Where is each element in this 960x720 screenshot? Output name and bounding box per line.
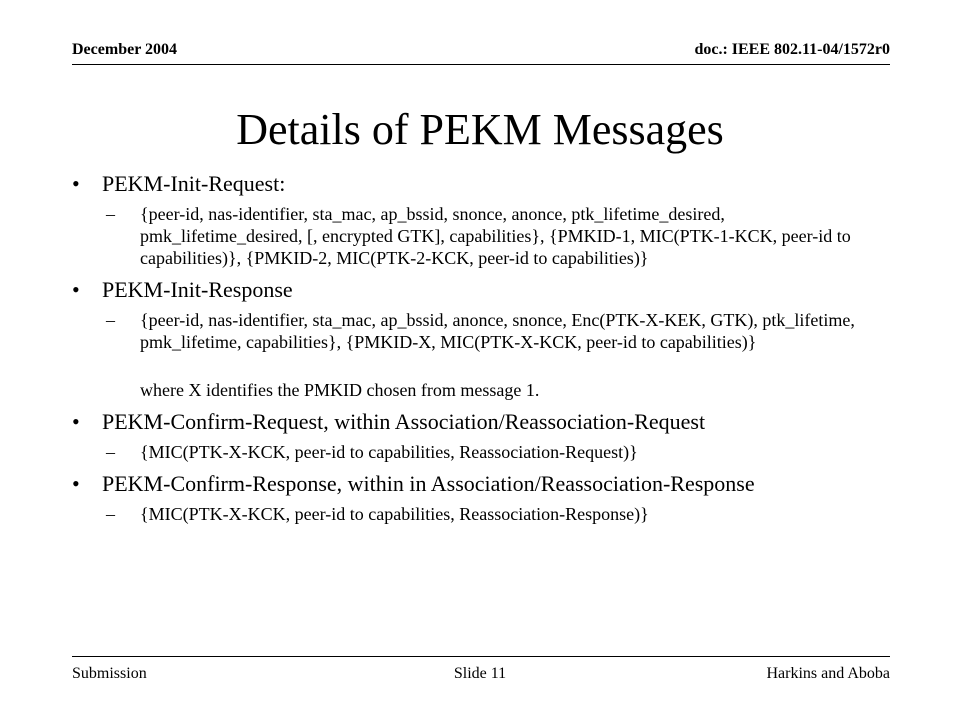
sub-bullet-confirm-request bbox=[72, 441, 890, 463]
bullet-confirm-request bbox=[72, 410, 890, 434]
bullet-text: PEKM-Confirm-Request, within Association/Reassociation-Request bbox=[102, 409, 706, 434]
sub-bullet-init-response bbox=[72, 309, 890, 353]
sub-bullet-init-request bbox=[72, 203, 890, 269]
sub-bullet-confirm-response bbox=[72, 503, 890, 525]
sub-bullet-text: {peer-id, nas-identifier, sta_mac, ap_bssid, snonce, anonce, ptk_lifetime_desired, pmk_lifetime_desired, [, encrypted GTK], capabilities}, {PMKID-1, MIC(PTK-1-KCK, peer-id to capabilities)}, {PMKID-2, MIC(PTK-2-KCK, peer-id to capabilities)} bbox=[140, 204, 851, 268]
sub-bullet-text: {peer-id, nas-identifier, sta_mac, ap_bssid, anonce, snonce, Enc(PTK-X-KEK, GTK), ptk_lifetime, pmk_lifetime, capabilities}, {PMKID-X, MIC(PTK-X-KCK, peer-id to capabilities)} bbox=[140, 310, 855, 352]
dash-marker: – bbox=[106, 204, 115, 224]
pmkid-note: where X identifies the PMKID chosen from message 1. bbox=[140, 380, 540, 400]
header-divider bbox=[72, 64, 890, 65]
header-doc-id: doc.: IEEE 802.11-04/1572r0 bbox=[694, 41, 890, 58]
sub-bullet-text: {MIC(PTK-X-KCK, peer-id to capabilities, Reassociation-Request)} bbox=[140, 442, 638, 462]
dash-marker: – bbox=[106, 504, 115, 524]
bullet-text: PEKM-Init-Response bbox=[102, 277, 293, 302]
bullet-init-request bbox=[72, 172, 890, 196]
footer-submission: Submission bbox=[72, 665, 147, 682]
dash-marker: – bbox=[106, 442, 115, 462]
slide-title: Details of PEKM Messages bbox=[236, 105, 724, 154]
bullet-marker: • bbox=[72, 171, 80, 196]
dash-marker: – bbox=[106, 310, 115, 330]
bullet-text: PEKM-Init-Request: bbox=[102, 171, 286, 196]
footer-slide-number: Slide 11 bbox=[453, 665, 507, 682]
bullet-text: PEKM-Confirm-Response, within in Association/Reassociation-Response bbox=[102, 471, 755, 496]
slide-body bbox=[72, 172, 890, 525]
sub-bullet-text: {MIC(PTK-X-KCK, peer-id to capabilities, Reassociation-Response)} bbox=[140, 504, 649, 524]
bullet-init-response bbox=[72, 278, 890, 302]
bullet-marker: • bbox=[72, 277, 80, 302]
bullet-marker: • bbox=[72, 409, 80, 434]
footer-divider bbox=[72, 656, 890, 657]
bullet-marker: • bbox=[72, 471, 80, 496]
header-date: December 2004 bbox=[72, 41, 177, 58]
footer-authors: Harkins and Aboba bbox=[766, 665, 890, 682]
bullet-confirm-response bbox=[72, 472, 890, 496]
